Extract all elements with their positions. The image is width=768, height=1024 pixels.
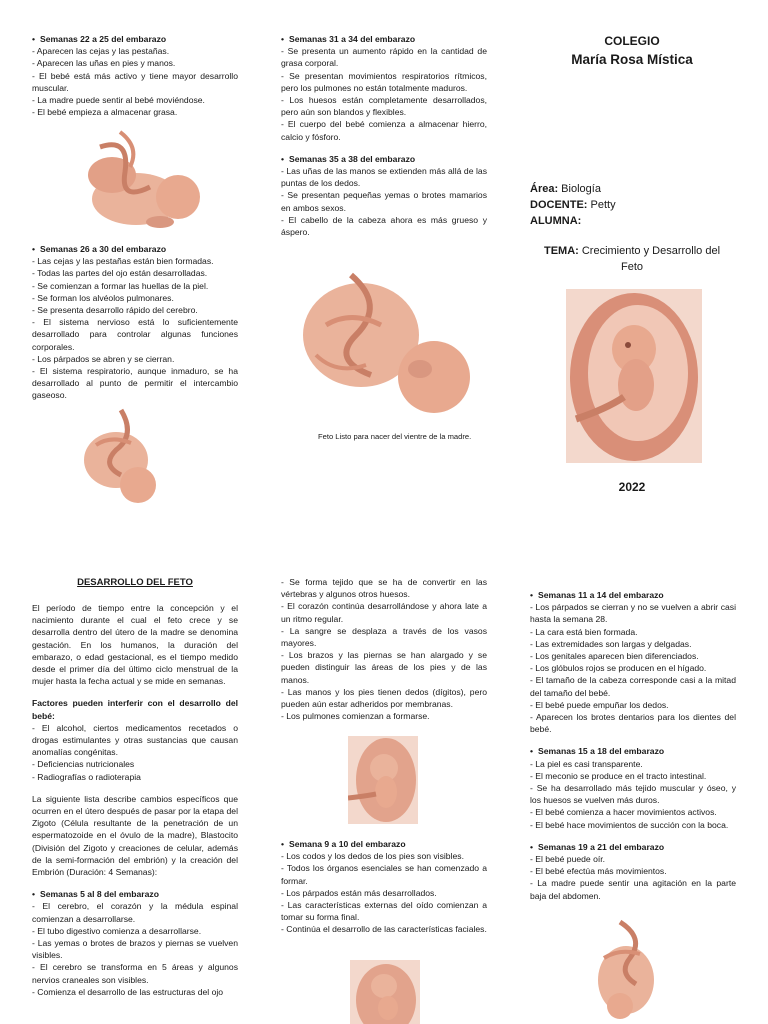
list-item: - El tubo digestivo comienza a desarrollarse. xyxy=(32,925,202,936)
fetus-image-22-weeks xyxy=(70,127,210,232)
list-item: - El bebé puede empuñar los dedos. xyxy=(530,699,669,710)
list-weeks-19-21 xyxy=(530,853,736,902)
embryo-image-8-weeks xyxy=(348,736,418,824)
col-intro xyxy=(32,602,238,998)
list-item: - La madre puede sentir al bebé moviéndose. xyxy=(32,95,205,106)
area-label: Área: xyxy=(530,183,559,195)
list-item: - La piel es casi transparente. xyxy=(530,758,643,769)
list-item: - Se presentan pequeñas yemas o brotes mamarios en ambos sexos. xyxy=(281,190,487,213)
fetus-image-26-weeks xyxy=(76,405,166,505)
list-item: - Todos los órganos esenciales se han comenzado a formar. xyxy=(281,863,487,886)
list-weeks-9-10 xyxy=(281,850,487,935)
list-item: - Los genitales aparecen bien diferenciados. xyxy=(530,651,699,662)
list-item: - Los párpados se abren y se cierran. xyxy=(32,353,175,364)
list-item: - Las yemas o brotes de brazos y piernas se vuelven visibles. xyxy=(32,938,238,961)
heading-weeks-22-25: • Semanas 22 a 25 del embarazo xyxy=(32,33,238,45)
list-item: - Radiografías o radioterapia xyxy=(32,771,141,782)
list-item: - El bebé comienza a hacer movimientos activos. xyxy=(530,807,717,818)
area-value: Biología xyxy=(558,183,601,195)
list-item: - Los párpados están más desarrollados. xyxy=(281,887,437,898)
heading-weeks-9-10: • Semana 9 a 10 del embarazo xyxy=(281,838,487,850)
list-item: - Los glóbulos rojos se producen en el hígado. xyxy=(530,663,707,674)
heading-weeks-31-34: • Semanas 31 a 34 del embarazo xyxy=(281,33,487,45)
list-item: - Se ha desarrollado más tejido muscular y óseo, y los huesos se vuelven más duros. xyxy=(530,783,736,806)
teacher-value: Petty xyxy=(587,199,616,211)
heading-weeks-19-21: • Semanas 19 a 21 del embarazo xyxy=(530,841,736,853)
heading-weeks-11-14: • Semanas 11 a 14 del embarazo xyxy=(530,589,736,601)
list-item: - El tamaño de la cabeza corresponde casi a la mitad del tamaño del bebé. xyxy=(530,675,736,698)
list-item: - Las cejas y las pestañas están bien formadas. xyxy=(32,256,214,267)
list-item: - El bebé empieza a almacenar grasa. xyxy=(32,107,178,118)
list-item: - El bebé puede oír. xyxy=(530,854,606,865)
image-caption: Feto Listo para nacer del vientre de la madre. xyxy=(318,432,472,441)
school-name: María Rosa Mística xyxy=(571,52,693,67)
year: 2022 xyxy=(618,480,646,494)
list-item: - La madre puede sentir una agitación en la parte baja del abdomen. xyxy=(530,878,736,901)
col-weeks-9-10 xyxy=(281,838,487,936)
list-item: - La cara está bien formada. xyxy=(530,626,638,637)
list-item: - Continúa el desarrollo de las características faciales. xyxy=(281,924,487,935)
factors-heading: Factores pueden interferir con el desarrollo del bebé: xyxy=(32,698,238,721)
list-item: - El bebé efectúa más movimientos. xyxy=(530,866,667,877)
teacher-row xyxy=(530,197,740,213)
col-continuation xyxy=(281,576,487,722)
cover-info xyxy=(530,181,740,229)
list-intro-paragraph: La siguiente lista describe cambios específicos que ocurren en el útero después de pasar por la etapa del Zigoto (Célula resultante de la penetración de un espermatozoide en el óvulo de la madre), Blastocito (División del Zigoto y creaciones de celular, además de la semi-formación del embrión) y la creación del Embrión (Duración: 4 Semanas): xyxy=(32,793,238,878)
list-item: - Se comienzan a formar las huellas de la piel. xyxy=(32,280,209,291)
list-weeks-5-8 xyxy=(32,900,238,998)
col-weeks-22-30 xyxy=(32,33,238,118)
section-title: DESARROLLO DEL FETO xyxy=(77,577,193,588)
list-item: - Comienza el desarrollo de las estructuras del ojo xyxy=(32,986,224,997)
list-item: - El sistema nervioso está lo suficientemente desarrollado para controlar algunas funciones corporales. xyxy=(32,317,238,352)
heading-weeks-5-8: • Semanas 5 al 8 del embarazo xyxy=(32,888,238,900)
list-item: - Aparecen los brotes dentarios para los dientes del bebé. xyxy=(530,712,736,735)
list-item: - Las características externas del oído comienzan a tomar su forma final. xyxy=(281,900,487,923)
list-item: - El cabello de la cabeza ahora es más grueso y áspero. xyxy=(281,214,487,238)
col-weeks-26-30 xyxy=(32,243,238,402)
list-item: - Los huesos están completamente desarrollados, pero aún son blandos y flexibles. xyxy=(281,95,487,118)
list-item: - Las extremidades son largas y delgadas. xyxy=(530,638,692,649)
list-item: - Se forman los alvéolos pulmonares. xyxy=(32,292,174,303)
list-weeks-31-34 xyxy=(281,45,487,143)
list-weeks-22-25 xyxy=(32,45,238,118)
list-item: - El sistema respiratorio, aunque inmaduro, se ha desarrollado al punto de permitir el intercambio gaseoso. xyxy=(32,366,238,401)
heading-weeks-15-18: • Semanas 15 a 18 del embarazo xyxy=(530,745,736,757)
list-item: - El cerebro, el corazón y la médula espinal comienzan a desarrollarse. xyxy=(32,901,238,924)
list-item: - El corazón continúa desarrollándose y ahora late a un ritmo regular. xyxy=(281,601,487,624)
embryo-image-10-weeks xyxy=(350,960,420,1024)
area-row xyxy=(530,181,740,197)
list-weeks-26-30 xyxy=(32,255,238,401)
list-item: - Se presenta un aumento rápido en la cantidad de grasa corporal. xyxy=(281,46,487,69)
list-item: - El alcohol, ciertos medicamentos recetados o drogas estimulantes y otras sustancias que causan anomalías congénitas. xyxy=(32,722,238,758)
list-weeks-35-38 xyxy=(281,165,487,238)
list-item: - Aparecen las cejas y las pestañas. xyxy=(32,46,170,57)
list-item: - Los codos y los dedos de los pies son visibles. xyxy=(281,851,464,862)
intro-paragraph: El período de tiempo entre la concepción y el nacimiento durante el cual el feto crece y se desarrolla dentro del útero de la madre se denomina gestación. En los humanos, la duración del embarazo, o edad gestacional, es el tiempo medido desde el primer día del último ciclo menstrual de la mujer hasta la fecha actual y se mide en semanas. xyxy=(32,603,238,687)
list-item: - Los pulmones comienzan a formarse. xyxy=(281,711,430,722)
teacher-label: DOCENTE: xyxy=(530,199,588,211)
fetus-image-20-weeks xyxy=(590,918,670,1020)
list-item: - Se forma tejido que se ha de convertir en las vértebras y algunos otros huesos. xyxy=(281,577,487,600)
list-item: - Las manos y los pies tienen dedos (dígitos), pero pueden aún estar adheridos por membranas. xyxy=(281,686,487,710)
list-weeks-15-18 xyxy=(530,758,736,831)
theme-value: Crecimiento y Desarrollo del Feto xyxy=(578,245,721,273)
list-weeks-11-14 xyxy=(530,601,736,735)
list-item: - Los párpados se cierran y no se vuelven a abrir casi hasta la semana 28. xyxy=(530,602,736,625)
list-item: - Se presentan movimientos respiratorios rítmicos, pero los pulmones no están totalmente maduros. xyxy=(281,70,487,93)
theme-label: TEMA: xyxy=(543,245,579,257)
col-weeks-31-38 xyxy=(281,33,487,238)
list-item: - Deficiencias nutricionales xyxy=(32,759,135,770)
list-item: - El cuerpo del bebé comienza a almacenar hierro, calcio y fósforo. xyxy=(281,119,487,142)
heading-weeks-26-30: • Semanas 26 a 30 del embarazo xyxy=(32,243,238,255)
embryo-in-uterus-image xyxy=(566,289,702,463)
list-item: - La sangre se desplaza a través de los vasos mayores. xyxy=(281,625,487,649)
student-label: ALUMNA: xyxy=(530,215,582,227)
student-row xyxy=(530,213,740,229)
list-item: - El meconio se produce en el tracto intestinal. xyxy=(530,770,707,781)
heading-weeks-35-38: • Semanas 35 a 38 del embarazo xyxy=(281,153,487,165)
col-weeks-11-21 xyxy=(530,589,736,902)
list-item: - El bebé hace movimientos de succión con la boca. xyxy=(530,819,729,830)
list-continuation xyxy=(281,576,487,722)
list-item: - Todas las partes del ojo están desarrolladas. xyxy=(32,268,208,279)
school-label: COLEGIO xyxy=(604,34,660,48)
list-item: - El bebé está más activo y tiene mayor desarrollo muscular. xyxy=(32,70,238,93)
list-item: - Los brazos y las piernas se han alargado y se pueden distinguir las áreas de los pies y de las manos. xyxy=(281,650,487,685)
list-item: - Aparecen las uñas en pies y manos. xyxy=(32,58,176,69)
fetus-image-full-term xyxy=(296,265,476,420)
list-item: - El cerebro se transforma en 5 áreas y algunos nervios craneales son visibles. xyxy=(32,962,238,985)
list-item: - Se presenta desarrollo rápido del cerebro. xyxy=(32,305,198,316)
list-item: - Las uñas de las manos se extienden más allá de las puntas de los dedos. xyxy=(281,166,487,189)
theme-row xyxy=(532,243,732,275)
factors-list xyxy=(32,722,238,783)
